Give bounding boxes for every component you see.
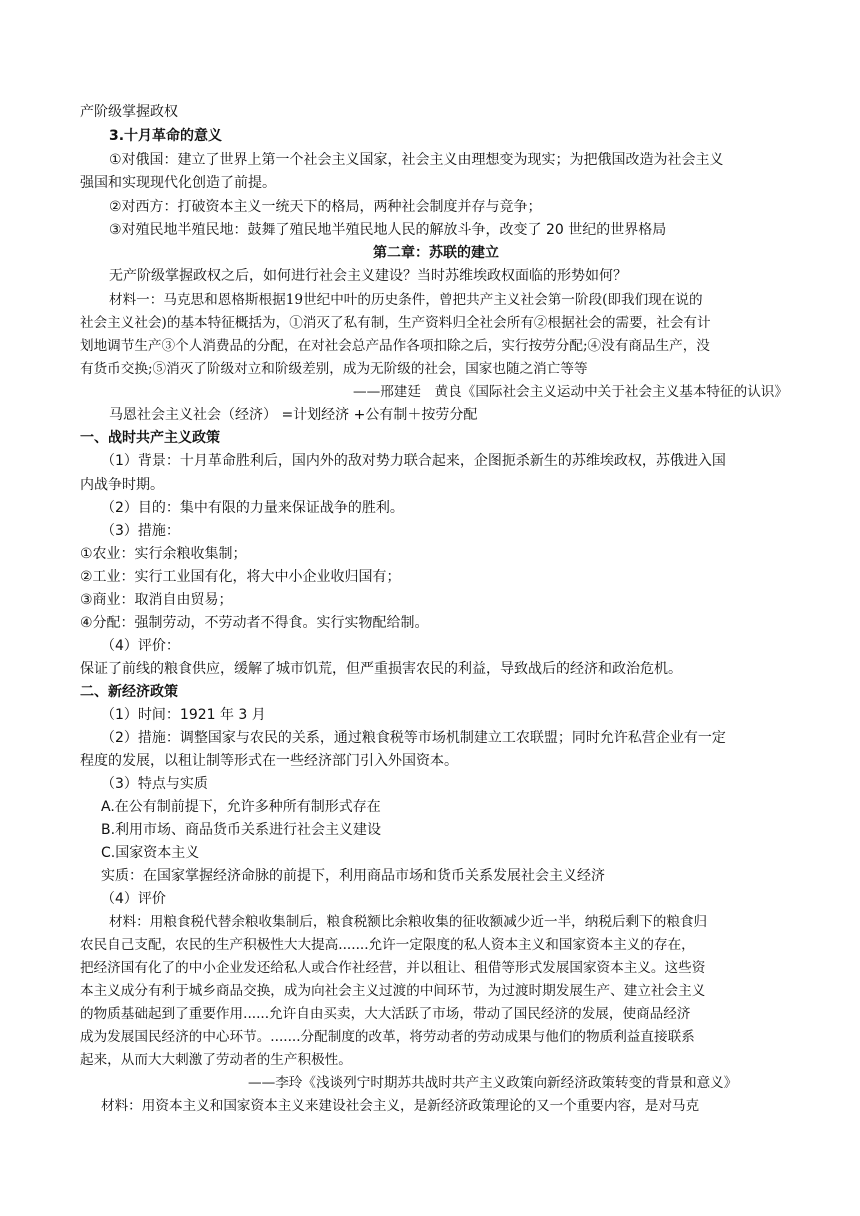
text-line: （3）特点与实质 bbox=[101, 776, 208, 792]
quote-source: ——邢建廷 黄良《国际社会主义运动中关于社会主义基本特征的认识》 bbox=[353, 384, 788, 400]
text-line: 产阶级掌握政权 bbox=[80, 104, 178, 120]
quote-line: 有货币交换;⑤消灭了阶级对立和阶级差别，成为无阶级的社会，国家也随之消亡等等 bbox=[80, 361, 588, 377]
quote-line: 起来，从而大大刺激了劳动者的生产积极性。 bbox=[80, 1052, 352, 1068]
text-line: ④分配：强制劳动，不劳动者不得食。实行实物配给制。 bbox=[80, 615, 429, 631]
quote-line: 本主义成分有利于城乡商品交换，成为向社会主义过渡的中间环节，为过渡时期发展生产、建立社会主义 bbox=[80, 983, 706, 999]
text-line: A.在公有制前提下，允许多种所有制形式存在 bbox=[101, 799, 381, 815]
text-line: ②对西方：打破资本主义一统天下的格局，两种社会制度并存与竞争； bbox=[109, 199, 542, 215]
text-line: 强国和实现现代化创造了前提。 bbox=[80, 175, 276, 191]
section-heading: 3.十月革命的意义 bbox=[109, 128, 223, 144]
text-line: （4）评价： bbox=[101, 638, 180, 654]
text-line: C.国家资本主义 bbox=[101, 845, 200, 861]
section-heading: 二、新经济政策 bbox=[80, 684, 178, 700]
text-line: ①农业：实行余粮收集制； bbox=[80, 546, 247, 562]
quote-line: 把经济国有化了的中小企业发还给私人或合作社经营，并以租让、租借等形式发展国家资本主义。这些资 bbox=[80, 960, 706, 976]
quote-source: ——李玲《浅谈列宁时期苏共战时共产主义政策向新经济政策转变的背景和意义》 bbox=[248, 1075, 738, 1091]
text-line: 保证了前线的粮食供应，缓解了城市饥荒，但严重损害农民的利益，导致战后的经济和政治危机。 bbox=[80, 661, 682, 677]
text-line: （2）措施：调整国家与农民的关系，通过粮食税等市场机制建立工农联盟；同时允许私营企业有一定 bbox=[101, 730, 726, 746]
text-line: （2）目的：集中有限的力量来保证战争的胜利。 bbox=[101, 500, 404, 516]
chapter-title: 第二章：苏联的建立 bbox=[373, 245, 499, 261]
quote-line: 成为发展国民经济的中心环节。.......分配制度的改革，将劳动者的劳动成果与他们的物质利益直接联系 bbox=[80, 1029, 695, 1045]
section-heading: 一、战时共产主义政策 bbox=[80, 430, 220, 446]
text-line: ③对殖民地半殖民地：鼓舞了殖民地半殖民地人民的解放斗争，改变了 20 世纪的世界格局 bbox=[109, 222, 667, 238]
quote-line: 农民自己支配，农民的生产积极性大大提高.......允许一定限度的私人资本主义和国家资本主义的存在， bbox=[80, 937, 695, 953]
text-line: 实质：在国家掌握经济命脉的前提下，利用商品市场和货币关系发展社会主义经济 bbox=[101, 868, 605, 884]
text-line: 内战争时期。 bbox=[80, 477, 164, 493]
quote-line: 的物质基础起到了重要作用......允许自由买卖，大大活跃了市场，带动了国民经济的发展，使商品经济 bbox=[80, 1006, 691, 1022]
text-line: （1）背景：十月革命胜利后，国内外的敌对势力联合起来，企图扼杀新生的苏维埃政权，苏俄进入国 bbox=[101, 453, 726, 469]
quote-line: 划地调节生产③个人消费品的分配，在对社会总产品作各项扣除之后，实行按劳分配;④没有商品生产，没 bbox=[80, 338, 710, 354]
text-line: ③商业：取消自由贸易； bbox=[80, 592, 233, 608]
text-line: 程度的发展，以租让制等形式在一些经济部门引入外国资本。 bbox=[80, 753, 458, 769]
text-line: （3）措施： bbox=[101, 523, 180, 539]
text-line: 马恩社会主义社会（经济） =计划经济 +公有制＋按劳分配 bbox=[109, 407, 478, 423]
quote-line: 材料：用粮食税代替余粮收集制后，粮食税额比余粮收集的征收额减少近一半，纳税后剩下的粮食归 bbox=[109, 914, 708, 930]
text-line: 无产阶级掌握政权之后，如何进行社会主义建设？当时苏维埃政权面临的形势如何？ bbox=[109, 268, 627, 284]
text-line: B.利用市场、商品货币关系进行社会主义建设 bbox=[101, 822, 382, 838]
text-line: （4）评价 bbox=[101, 891, 166, 907]
text-line: ②工业：实行工业国有化，将大中小企业收归国有； bbox=[80, 569, 401, 585]
quote-line: 社会主义社会)的基本特征概括为，①消灭了私有制，生产资料归全社会所有②根据社会的需要，社会有计 bbox=[80, 315, 711, 331]
quote-line: 材料一：马克思和恩格斯根据19世纪中叶的历史条件，曾把共产主义社会第一阶段(即我们现在说的 bbox=[109, 292, 703, 308]
quote-line: 材料：用资本主义和国家资本主义来建设社会主义，是新经济政策理论的又一个重要内容，是对马克 bbox=[101, 1098, 700, 1114]
text-line: （1）时间：1921 年 3 月 bbox=[101, 707, 266, 723]
text-line: ①对俄国：建立了世界上第一个社会主义国家，社会主义由理想变为现实；为把俄国改造为社会主义 bbox=[109, 152, 724, 168]
